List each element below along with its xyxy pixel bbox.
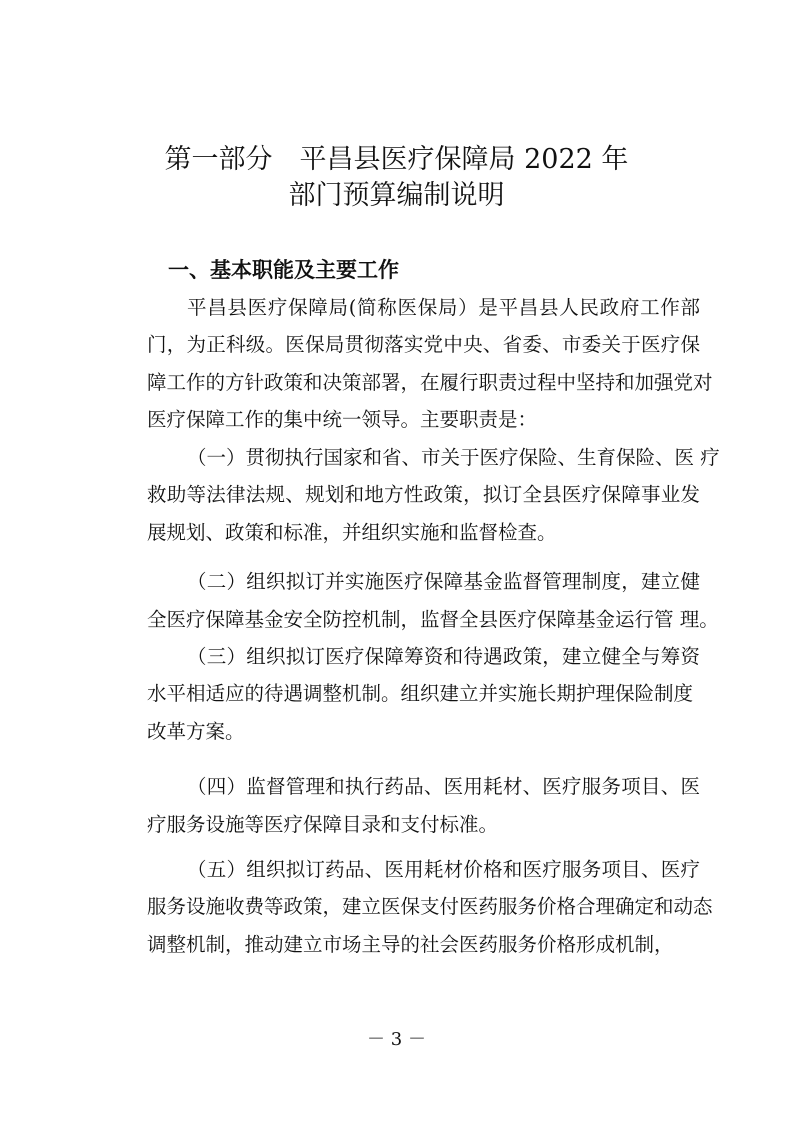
body-line: （三）组织拟订医疗保障筹资和待遇政策，建立健全与筹资 [187,645,700,668]
body-line: 展规划、政策和标准，并组织实施和监督检查。 [147,521,557,544]
section-heading: 一、基本职能及主要工作 [168,258,399,282]
document-title-line2: 部门预算编制说明 [288,180,505,211]
body-line: （一）贯彻执行国家和省、市关于医疗保险、生育保险、医 疗 [187,446,720,469]
body-line: 救助等法律法规、规划和地方性政策，拟订全县医疗保障事业发 [147,483,700,506]
body-line: 调整机制，推动建立市场主导的社会医药服务价格形成机制， [147,933,674,956]
body-line: 疗服务设施等医疗保障目录和支付标准。 [147,813,499,836]
page-number: － 3 － [367,1029,426,1050]
body-line: （五）组织拟订药品、医用耗材价格和医疗服务项目、医疗 [187,858,700,881]
document-title-line1: 第一部分 平昌县医疗保障局 2022 年 [164,144,629,175]
body-line: 水平相适应的待遇调整机制。组织建立并实施长期护理保险制度 [147,682,694,705]
body-line: 平昌县医疗保障局(简称医保局）是平昌县人民政府工作部 [187,296,700,319]
body-line: 门，为正科级。医保局贯彻落实党中央、省委、市委关于医疗保 [147,333,700,356]
body-line: 改革方案。 [147,720,245,743]
body-line: 医疗保障工作的集中统一领导。主要职责是： [147,408,538,431]
body-line: 障工作的方针政策和决策部署，在履行职责过程中坚持和加强党对 [147,371,713,394]
body-line: 全医疗保障基金安全防控机制，监督全县医疗保障基金运行管 理。 [147,608,719,631]
body-line: （四）监督管理和执行药品、医用耗材、医疗服务项目、医 [187,775,700,798]
body-line: （二）组织拟订并实施医疗保障基金监督管理制度，建立健 [187,570,700,593]
body-line: 服务设施收费等政策，建立医保支付医药服务价格合理确定和动态 [147,895,713,918]
